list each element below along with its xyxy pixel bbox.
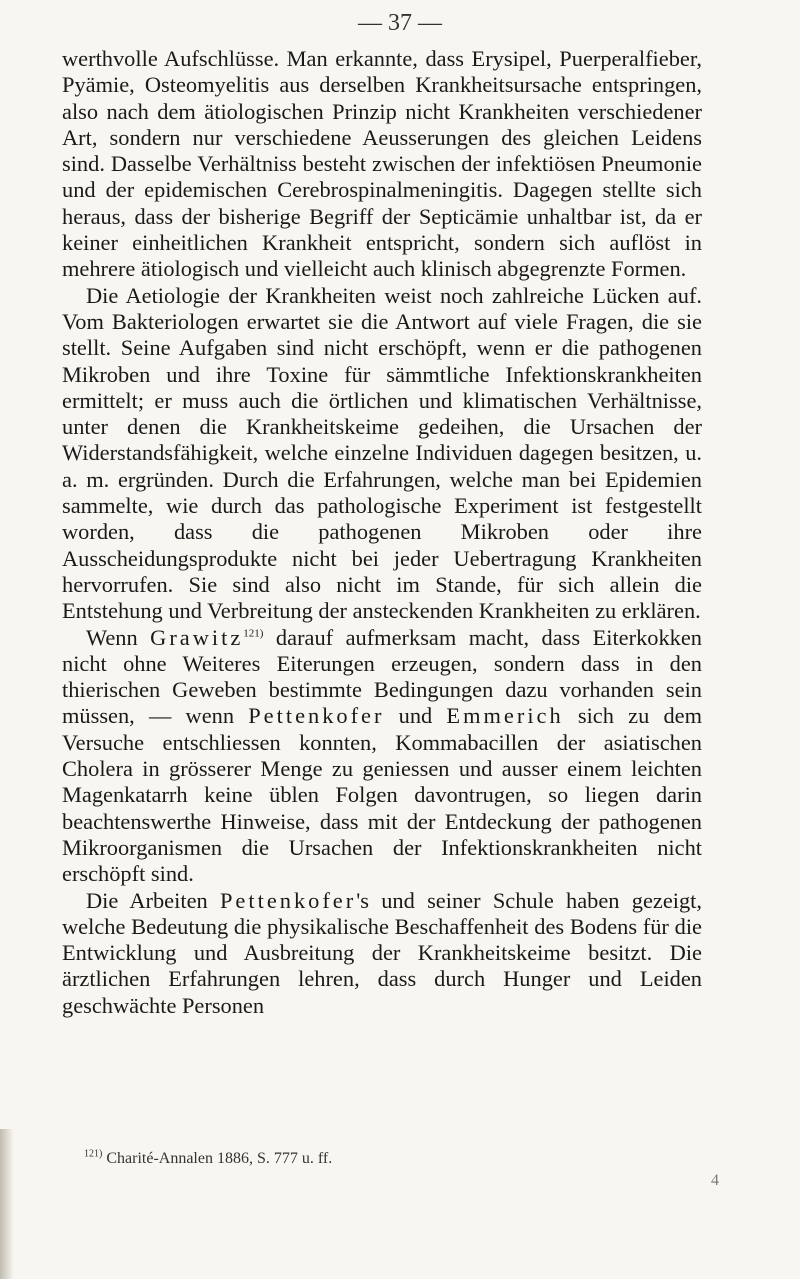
paragraph-2: Die Aetiologie der Krankheiten weist noch zahlreiche Lücken auf. Vom Bakteriologen erwartet sie die Antwort auf viele Fragen, die sie stellt. Seine Aufgaben sind nicht erschöpft, wenn er die pathogenen Mikroben und ihre Toxine für sämmtliche Infektionskrankheiten ermittelt; er muss auch die örtlichen und klimatischen Verhältnisse, unter denen die Krankheitskeime gedeihen, die Ursachen der Widerstandsfähigkeit, welche einzelne Individuen dagegen besitzen, u. a. m. ergründen. Durch die Erfahrungen, welche man bei Epidemien sammelte, wie durch das pathologische Experiment ist festgestellt worden, dass die pathogenen Mikroben oder ihre Ausscheidungsprodukte nicht bei jeder Uebertragung Krankheiten hervorrufen. Sie sind also nicht im Stande, für sich allein die Entstehung und Verbreitung der ansteckenden Krankheiten zu erklären. <box>62 282 702 624</box>
body-text <box>62 46 702 1019</box>
author-grawitz: Grawitz <box>150 624 244 650</box>
author-pettenkofer: Pettenkofer <box>248 703 385 729</box>
footnote-text: Charité-Annalen 1886, S. 777 u. ff. <box>102 1150 333 1167</box>
paragraph-3-part-b: und <box>384 703 447 729</box>
page-number: — 37 — <box>358 10 442 36</box>
paragraph-1: werthvolle Aufschlüsse. Man erkannte, dass Erysipel, Puerperalfieber, Pyämie, Osteomyelitis aus derselben Krankheitsursache entspringen, also nach dem ätiologischen Prinzip nicht Krankheiten verschiedener Art, sondern nur verschiedene Aeusserungen des gleichen Leidens sind. Dasselbe Verhältniss besteht zwischen der infektiösen Pneumonie und der epidemischen Cerebrospinalmeningitis. Dagegen stellte sich heraus, dass der bisherige Begriff der Septicämie unhaltbar ist, da er keiner einheitlichen Krankheit entspricht, sondern sich auflöst in mehrere ätiologisch und vielleicht auch klinisch abgegrenzte Formen. <box>62 46 702 282</box>
paragraph-3 <box>62 625 702 888</box>
signature-mark: 4 <box>711 1172 719 1189</box>
paragraph-3-wenn: Wenn <box>86 624 151 650</box>
paragraph-4 <box>62 888 702 1019</box>
footnote-number: 121) <box>84 1148 103 1160</box>
footnote <box>84 1150 584 1168</box>
page-edge-shadow <box>0 1129 14 1279</box>
footnote-ref-121: 121) <box>243 627 264 640</box>
author-pettenkofer-2: Pettenkofer <box>219 887 357 913</box>
paragraph-4-part-a: Die Arbeiten <box>86 887 220 913</box>
paragraph-3-part-c: sich zu dem Versuche entschliessen konnten, Kommabacillen der asiatischen Cholera in grösserer Menge zu geniessen und ausser einem leichten Magenkatarrh keine üblen Folgen davontrugen, so liegen darin beachtenswerthe Hinweise, dass mit der Entdeckung der pathogenen Mikroorganismen die Ursachen der Infektionskrankheiten nicht erschöpft sind. <box>62 703 703 887</box>
author-emmerich: Emmerich <box>446 703 564 729</box>
paragraph-3-part-a: darauf aufmerksam macht, dass Eiterkokken nicht ohne Weiteres Eiterungen erzeugen, sondern dass in den thierischen Geweben bestimmte Bedingungen dazu vorhanden sein müssen, — wenn <box>62 624 702 729</box>
paragraph-4-part-b: 's und seiner Schule haben gezeigt, welche Bedeutung die physikalische Beschaffenheit des Bodens für die Entwicklung und Ausbreitung der Krankheitskeime besitzt. Die ärztlichen Erfahrungen lehren, dass durch Hunger und Leiden geschwächte Personen <box>62 887 703 1018</box>
